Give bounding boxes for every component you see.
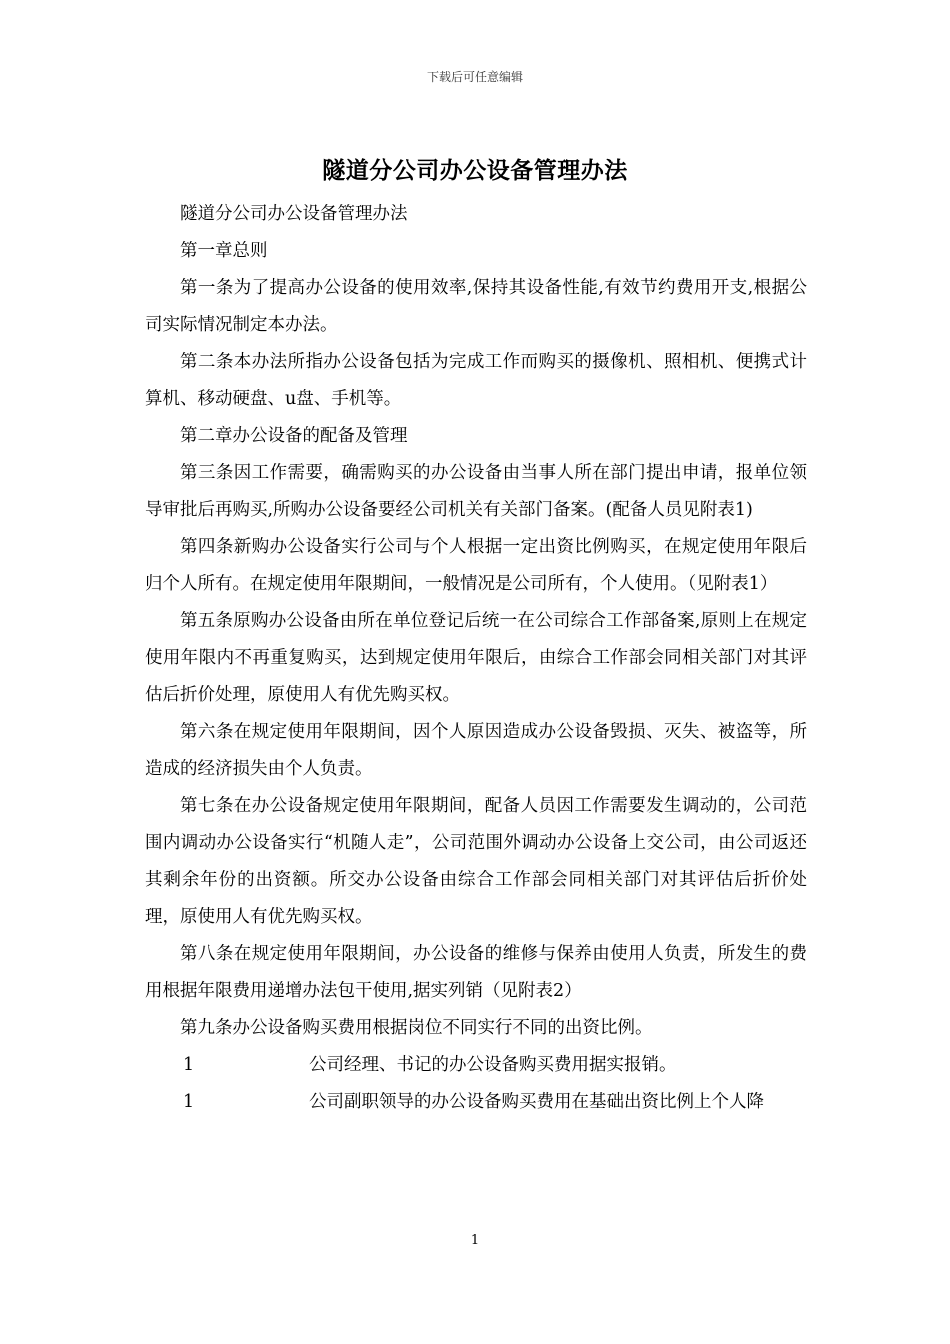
paragraph-article-9: 第九条办公设备购买费用根据岗位不同实行不同的出资比例。 (180, 1018, 653, 1038)
list-item-number: 1 (183, 1092, 195, 1112)
list-item-text: 公司副职领导的办公设备购买费用在基础出资比例上个人降 (309, 1092, 764, 1112)
document-title: 隧道分公司办公设备管理办法 (322, 157, 628, 184)
paragraph-subtitle: 隧道分公司办公设备管理办法 (180, 204, 408, 224)
paragraph-article-8: 第八条在规定使用年限期间，办公设备的维修与保养由使用人负责，所发生的费用根据年限费用递增办法包干使用,据实列销（见附表2） (145, 944, 807, 1001)
paragraph-article-3: 第三条因工作需要，确需购买的办公设备由当事人所在部门提出申请，报单位领导审批后再购买,所购办公设备要经公司机关有关部门备案。(配备人员见附表1) (145, 463, 807, 520)
paragraph-chapter-2: 第二章办公设备的配备及管理 (180, 426, 408, 446)
document-body (145, 196, 807, 1121)
paragraph-chapter-1: 第一章总则 (180, 241, 268, 261)
page-number: 1 (470, 1233, 480, 1248)
paragraph-article-4: 第四条新购办公设备实行公司与个人根据一定出资比例购买，在规定使用年限后归个人所有。在规定使用年限期间，一般情况是公司所有，个人使用。（见附表1） (145, 537, 807, 594)
list-item-number: 1 (183, 1055, 195, 1075)
paragraph-article-5: 第五条原购办公设备由所在单位登记后统一在公司综合工作部备案,原则上在规定使用年限内不再重复购买，达到规定使用年限后，由综合工作部会同相关部门对其评估后折价处理，原使用人有优先购买权。 (145, 611, 807, 705)
list-item (145, 1047, 807, 1084)
list-item (145, 1084, 807, 1121)
paragraph-article-1: 第一条为了提高办公设备的使用效率,保持其设备性能,有效节约费用开支,根据公司实际情况制定本办法。 (145, 278, 807, 335)
paragraph-article-6: 第六条在规定使用年限期间，因个人原因造成办公设备毁损、灭失、被盗等，所造成的经济损失由个人负责。 (145, 722, 807, 779)
list-item-text: 公司经理、书记的办公设备购买费用据实报销。 (309, 1055, 677, 1075)
paragraph-article-2: 第二条本办法所指办公设备包括为完成工作而购买的摄像机、照相机、便携式计算机、移动硬盘、u盘、手机等。 (145, 352, 807, 409)
paragraph-article-7: 第七条在办公设备规定使用年限期间，配备人员因工作需要发生调动的，公司范围内调动办公设备实行“机随人走”，公司范围外调动办公设备上交公司，由公司返还其剩余年份的出资额。所交办公设备由综合工作部会同相关部门对其评估后折价处理，原使用人有优先购买权。 (145, 796, 807, 927)
header-note: 下载后可任意编辑 (426, 70, 523, 84)
